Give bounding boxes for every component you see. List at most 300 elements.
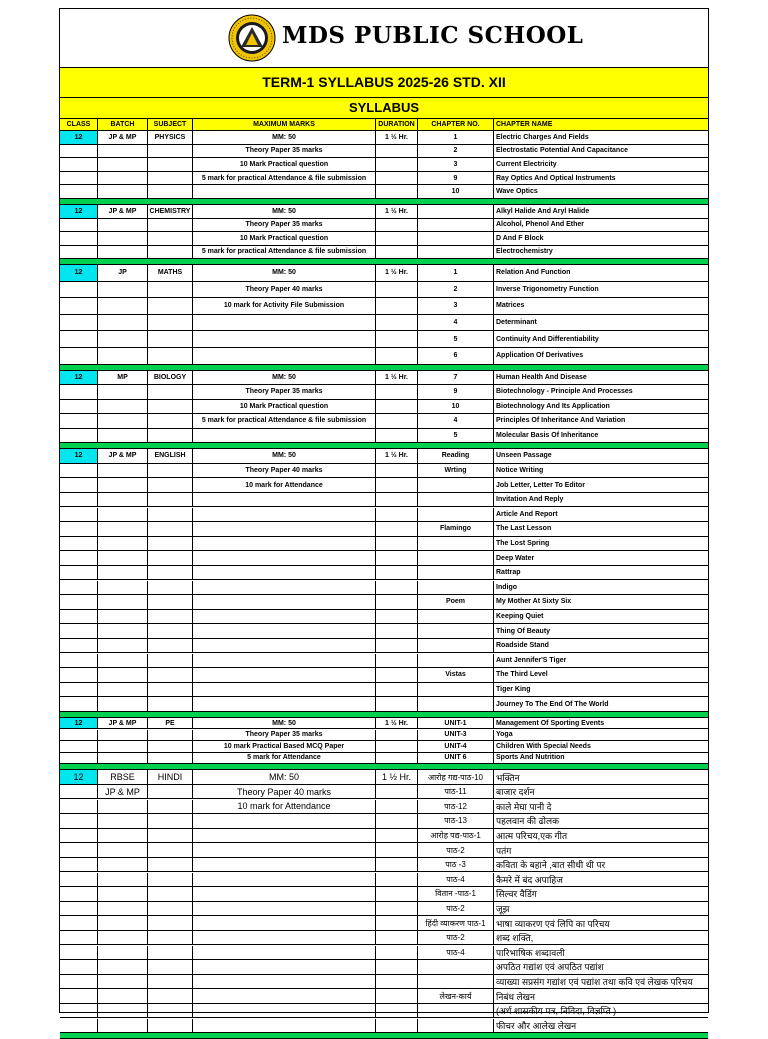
section-separator: [60, 1033, 708, 1039]
column-header-chapter-no: CHAPTER NO.: [418, 119, 494, 130]
cell-chapter-name: भाषा व्याकरण एवं लिपि का परिचय: [496, 918, 610, 929]
cell-class: [60, 551, 98, 565]
cell-duration: [376, 246, 418, 259]
table-row: [60, 989, 708, 1004]
cell-duration: [376, 873, 418, 887]
table-row: [60, 639, 708, 654]
cell-chapter-no: [418, 639, 494, 653]
cell-subject: [148, 785, 193, 799]
cell-chapter-name: Biotechnology - Principle And Processes: [496, 388, 633, 396]
cell-class: [60, 219, 98, 232]
cell-class: [60, 887, 98, 901]
cell-batch: MP: [98, 371, 148, 385]
cell-chapter-no: पाठ-11: [418, 785, 494, 799]
table-row: [60, 902, 708, 917]
cell-subject: [148, 508, 193, 522]
cell-chapter-no: [418, 1004, 494, 1018]
cell-chapter-name: निबंध लेखन: [496, 991, 535, 1002]
cell-duration: [376, 624, 418, 638]
cell-class: [60, 172, 98, 185]
cell-subject: [148, 654, 193, 668]
cell-chapter-no: 1: [418, 131, 494, 144]
cell-class: [60, 232, 98, 245]
cell-subject: [148, 931, 193, 945]
cell-chapter-no: पाठ-4: [418, 946, 494, 960]
table-row: [60, 478, 708, 493]
cell-max-marks: [193, 960, 376, 974]
cell-subject: PHYSICS: [148, 131, 193, 144]
cell-chapter-no: Wrting: [418, 464, 494, 478]
cell-chapter-no: 5: [418, 331, 494, 347]
cell-class: [60, 902, 98, 916]
school-header: [60, 9, 708, 67]
cell-class: [60, 581, 98, 595]
cell-chapter-no: 4: [418, 315, 494, 331]
cell-batch: [98, 683, 148, 697]
table-row: [60, 960, 708, 975]
cell-chapter-no: [418, 683, 494, 697]
cell-duration: [376, 537, 418, 551]
cell-duration: [376, 414, 418, 428]
cell-chapter-name: Current Electricity: [496, 160, 557, 168]
cell-class: [60, 493, 98, 507]
cell-chapter-name: Electrochemistry: [496, 248, 553, 256]
cell-chapter-name: Continuity And Differentiability: [496, 335, 599, 343]
cell-batch: RBSE: [98, 770, 148, 784]
cell-subject: [148, 595, 193, 609]
cell-chapter-no: 7: [418, 371, 494, 385]
cell-max-marks: [193, 654, 376, 668]
cell-chapter-no: पाठ-12: [418, 800, 494, 814]
cell-class: [60, 960, 98, 974]
table-row: [60, 668, 708, 683]
cell-duration: [376, 400, 418, 414]
cell-duration: 1 ½ Hr.: [376, 265, 418, 281]
cell-subject: [148, 858, 193, 872]
cell-chapter-name: Principles Of Inheritance And Variation: [496, 417, 626, 425]
cell-duration: [376, 989, 418, 1003]
table-row: [60, 331, 708, 348]
cell-max-marks: [193, 829, 376, 843]
table-row: [60, 246, 708, 260]
cell-class: [60, 1004, 98, 1018]
cell-chapter-name: Deep Water: [496, 554, 535, 562]
cell-duration: 1 ½ Hr.: [376, 205, 418, 218]
cell-duration: [376, 902, 418, 916]
cell-chapter-name: Alkyl Halide And Aryl Halide: [496, 207, 590, 215]
table-row: [60, 348, 708, 365]
cell-class: [60, 989, 98, 1003]
cell-chapter-name: अपठित गद्यांश एवं अपठित पद्यांश: [496, 962, 604, 973]
cell-subject: [148, 232, 193, 245]
cell-class: [60, 814, 98, 828]
cell-duration: [376, 522, 418, 536]
cell-class: [60, 946, 98, 960]
cell-batch: [98, 873, 148, 887]
cell-max-marks: [193, 668, 376, 682]
cell-subject: [148, 916, 193, 930]
cell-chapter-no: Flamingo: [418, 522, 494, 536]
cell-batch: [98, 331, 148, 347]
cell-duration: [376, 464, 418, 478]
cell-duration: [376, 219, 418, 232]
cell-max-marks: [193, 873, 376, 887]
cell-duration: [376, 654, 418, 668]
cell-chapter-no: [418, 551, 494, 565]
cell-max-marks: [193, 697, 376, 711]
cell-chapter-no: [418, 232, 494, 245]
table-row: [60, 753, 708, 765]
cell-subject: [148, 551, 193, 565]
cell-chapter-name: Thing Of Beauty: [496, 627, 551, 635]
cell-max-marks: 10 Mark Practical question: [193, 158, 376, 171]
cell-class: [60, 668, 98, 682]
cell-duration: [376, 315, 418, 331]
table-row: [60, 654, 708, 669]
cell-chapter-no: Poem: [418, 595, 494, 609]
cell-class: [60, 566, 98, 580]
table-row: [60, 843, 708, 858]
cell-max-marks: [193, 931, 376, 945]
cell-class: 12: [60, 371, 98, 385]
cell-class: [60, 1019, 98, 1033]
table-row: [60, 741, 708, 753]
cell-max-marks: 10 mark for Activity File Submission: [193, 298, 376, 314]
cell-class: [60, 683, 98, 697]
cell-subject: [148, 1004, 193, 1018]
cell-duration: 1 ½ Hr.: [376, 718, 418, 729]
cell-max-marks: [193, 1004, 376, 1018]
cell-batch: [98, 858, 148, 872]
table-row: [60, 400, 708, 415]
cell-class: 12: [60, 718, 98, 729]
column-header-batch: BATCH: [98, 119, 148, 130]
cell-max-marks: [193, 639, 376, 653]
cell-chapter-no: [418, 205, 494, 218]
cell-max-marks: 5 mark for practical Attendance & file submission: [193, 246, 376, 259]
cell-max-marks: 5 mark for practical Attendance & file submission: [193, 172, 376, 185]
cell-duration: [376, 730, 418, 741]
cell-chapter-name: The Third Level: [496, 671, 548, 679]
cell-chapter-name: भक्तिन: [496, 772, 520, 783]
cell-max-marks: Theory Paper 35 marks: [193, 385, 376, 399]
cell-subject: [148, 493, 193, 507]
cell-subject: CHEMISTRY: [148, 205, 193, 218]
cell-subject: [148, 610, 193, 624]
cell-batch: [98, 172, 148, 185]
cell-max-marks: [193, 843, 376, 857]
table-row: [60, 449, 708, 464]
cell-chapter-no: UNIT-4: [418, 741, 494, 752]
syllabus-subtitle: SYLLABUS: [60, 97, 708, 118]
cell-duration: [376, 551, 418, 565]
cell-max-marks: [193, 814, 376, 828]
cell-subject: [148, 566, 193, 580]
table-row: [60, 916, 708, 931]
cell-chapter-name: Sports And Nutrition: [496, 754, 565, 762]
cell-class: [60, 610, 98, 624]
cell-duration: [376, 478, 418, 492]
cell-subject: [148, 172, 193, 185]
table-row: [60, 595, 708, 610]
table-row: [60, 219, 708, 233]
cell-chapter-no: 4: [418, 414, 494, 428]
cell-batch: [98, 887, 148, 901]
cell-class: [60, 429, 98, 443]
cell-duration: 1 ½ Hr.: [376, 449, 418, 463]
cell-batch: [98, 315, 148, 331]
cell-chapter-name: Application Of Derivatives: [496, 352, 584, 360]
cell-batch: [98, 551, 148, 565]
cell-duration: [376, 566, 418, 580]
cell-batch: [98, 185, 148, 198]
cell-class: [60, 464, 98, 478]
cell-subject: [148, 464, 193, 478]
cell-chapter-name: Article And Report: [496, 510, 558, 518]
cell-max-marks: [193, 493, 376, 507]
table-row: [60, 873, 708, 888]
cell-class: 12: [60, 770, 98, 784]
cell-subject: [148, 975, 193, 989]
cell-class: [60, 975, 98, 989]
table-row: [60, 493, 708, 508]
cell-class: [60, 315, 98, 331]
cell-class: [60, 931, 98, 945]
table-row: [60, 522, 708, 537]
cell-chapter-no: [418, 219, 494, 232]
cell-subject: [148, 298, 193, 314]
table-row: [60, 282, 708, 299]
cell-subject: [148, 960, 193, 974]
cell-chapter-name: बाजार दर्शन: [496, 787, 535, 798]
cell-batch: [98, 158, 148, 171]
cell-max-marks: [193, 522, 376, 536]
cell-chapter-name: Human Health And Disease: [496, 373, 587, 381]
table-row: [60, 829, 708, 844]
cell-max-marks: [193, 581, 376, 595]
cell-class: [60, 654, 98, 668]
cell-subject: [148, 730, 193, 741]
cell-duration: [376, 493, 418, 507]
cell-max-marks: [193, 566, 376, 580]
cell-duration: [376, 331, 418, 347]
cell-max-marks: [193, 902, 376, 916]
cell-duration: [376, 668, 418, 682]
cell-duration: [376, 185, 418, 198]
cell-chapter-name: (अर्ध शासकीय पत्र, निविदा, विज्ञप्ति ): [496, 1006, 617, 1017]
cell-chapter-no: [418, 581, 494, 595]
cell-chapter-name: Journey To The End Of The World: [496, 700, 609, 708]
cell-chapter-no: [418, 697, 494, 711]
cell-batch: [98, 414, 148, 428]
cell-max-marks: 5 mark for practical Attendance & file submission: [193, 414, 376, 428]
cell-duration: [376, 785, 418, 799]
cell-chapter-no: [418, 493, 494, 507]
cell-chapter-name: Alcohol, Phenol And Ether: [496, 221, 585, 229]
cell-batch: [98, 610, 148, 624]
cell-chapter-name: Biotechnology And Its Application: [496, 402, 610, 410]
cell-max-marks: MM: 50: [193, 718, 376, 729]
cell-subject: [148, 478, 193, 492]
cell-max-marks: [193, 537, 376, 551]
cell-chapter-name: पहलवान की ढोलक: [496, 816, 559, 827]
cell-batch: [98, 931, 148, 945]
cell-batch: JP & MP: [98, 131, 148, 144]
cell-batch: [98, 639, 148, 653]
cell-max-marks: [193, 610, 376, 624]
cell-batch: [98, 916, 148, 930]
table-row: [60, 464, 708, 479]
cell-chapter-name: Children With Special Needs: [496, 742, 591, 750]
cell-max-marks: [193, 1019, 376, 1033]
cell-batch: [98, 537, 148, 551]
cell-chapter-name: Determinant: [496, 319, 537, 327]
table-row: [60, 814, 708, 829]
school-name: MDS PUBLIC SCHOOL: [282, 22, 584, 49]
cell-batch: [98, 843, 148, 857]
cell-batch: [98, 522, 148, 536]
cell-chapter-no: पाठ-2: [418, 843, 494, 857]
cell-chapter-name: Tiger King: [496, 685, 531, 693]
cell-chapter-no: [418, 246, 494, 259]
cell-subject: [148, 946, 193, 960]
cell-subject: [148, 145, 193, 158]
cell-batch: [98, 429, 148, 443]
cell-class: [60, 916, 98, 930]
cell-chapter-name: The Last Lesson: [496, 525, 552, 533]
cell-batch: [98, 246, 148, 259]
cell-chapter-name: The Lost Spring: [496, 539, 550, 547]
cell-batch: [98, 581, 148, 595]
cell-duration: [376, 753, 418, 764]
cell-chapter-name: Ray Optics And Optical Instruments: [496, 174, 616, 182]
table-row: [60, 730, 708, 742]
cell-max-marks: 10 mark for Attendance: [193, 800, 376, 814]
cell-chapter-no: [418, 610, 494, 624]
table-row: [60, 315, 708, 332]
table-row: [60, 265, 708, 282]
cell-class: [60, 145, 98, 158]
table-row: [60, 887, 708, 902]
cell-max-marks: [193, 858, 376, 872]
cell-max-marks: [193, 624, 376, 638]
cell-chapter-no: [418, 508, 494, 522]
cell-chapter-no: 1: [418, 265, 494, 281]
cell-batch: [98, 478, 148, 492]
column-header-max-marks: MAXIMUM MARKS: [193, 119, 376, 130]
cell-max-marks: Theory Paper 40 marks: [193, 282, 376, 298]
table-row: [60, 551, 708, 566]
cell-chapter-no: वितान -पाठ-1: [418, 887, 494, 901]
cell-chapter-name: D And F Block: [496, 234, 544, 242]
syllabus-sheet: [59, 8, 709, 1031]
cell-subject: [148, 741, 193, 752]
cell-batch: [98, 298, 148, 314]
table-row: [60, 1019, 708, 1034]
cell-duration: [376, 946, 418, 960]
cell-subject: [148, 331, 193, 347]
cell-subject: [148, 800, 193, 814]
cell-chapter-name: Yoga: [496, 731, 513, 739]
cell-subject: [148, 400, 193, 414]
cell-batch: [98, 566, 148, 580]
cell-chapter-name: आत्म परिचय,एक गीत: [496, 830, 568, 841]
cell-batch: [98, 814, 148, 828]
cell-batch: [98, 1019, 148, 1033]
cell-class: [60, 298, 98, 314]
cell-max-marks: Theory Paper 35 marks: [193, 730, 376, 741]
cell-class: [60, 185, 98, 198]
cell-class: [60, 595, 98, 609]
cell-subject: [148, 697, 193, 711]
table-row: [60, 697, 708, 712]
cell-max-marks: [193, 348, 376, 364]
cell-chapter-name: Molecular Basis Of Inheritance: [496, 431, 599, 439]
cell-duration: 1 ½ Hr.: [376, 131, 418, 144]
cell-batch: [98, 800, 148, 814]
cell-chapter-name: Rattrap: [496, 569, 521, 577]
cell-subject: [148, 185, 193, 198]
cell-subject: [148, 873, 193, 887]
cell-chapter-name: शब्द शक्ति,: [496, 933, 534, 944]
cell-duration: [376, 429, 418, 443]
cell-subject: [148, 1019, 193, 1033]
cell-duration: [376, 145, 418, 158]
table-row: [60, 298, 708, 315]
cell-chapter-no: हिंदी व्याकरण पाठ-1: [418, 916, 494, 930]
cell-duration: [376, 916, 418, 930]
cell-chapter-name: Indigo: [496, 583, 517, 591]
cell-batch: [98, 145, 148, 158]
table-row: [60, 975, 708, 990]
table-row: [60, 610, 708, 625]
cell-max-marks: MM: 50: [193, 371, 376, 385]
cell-batch: [98, 232, 148, 245]
cell-batch: [98, 400, 148, 414]
cell-class: [60, 785, 98, 799]
cell-max-marks: Theory Paper 40 marks: [193, 464, 376, 478]
cell-chapter-no: [418, 537, 494, 551]
cell-chapter-no: UNIT-3: [418, 730, 494, 741]
cell-class: [60, 624, 98, 638]
cell-batch: JP & MP: [98, 718, 148, 729]
table-row: [60, 205, 708, 219]
table-header: [60, 118, 708, 131]
cell-duration: [376, 800, 418, 814]
cell-class: [60, 537, 98, 551]
cell-subject: [148, 219, 193, 232]
cell-max-marks: Theory Paper 40 marks: [193, 785, 376, 799]
cell-subject: [148, 989, 193, 1003]
cell-duration: [376, 741, 418, 752]
cell-chapter-no: [418, 960, 494, 974]
table-row: [60, 931, 708, 946]
cell-subject: [148, 158, 193, 171]
cell-chapter-no: पाठ-13: [418, 814, 494, 828]
cell-chapter-name: पतंग: [496, 845, 512, 856]
cell-batch: [98, 946, 148, 960]
cell-chapter-name: Keeping Quiet: [496, 612, 544, 620]
cell-duration: [376, 887, 418, 901]
cell-duration: [376, 931, 418, 945]
cell-class: [60, 730, 98, 741]
cell-chapter-no: [418, 624, 494, 638]
cell-duration: [376, 814, 418, 828]
cell-class: [60, 414, 98, 428]
cell-max-marks: [193, 595, 376, 609]
cell-chapter-no: 5: [418, 429, 494, 443]
column-header-duration: DURATION: [376, 119, 418, 130]
